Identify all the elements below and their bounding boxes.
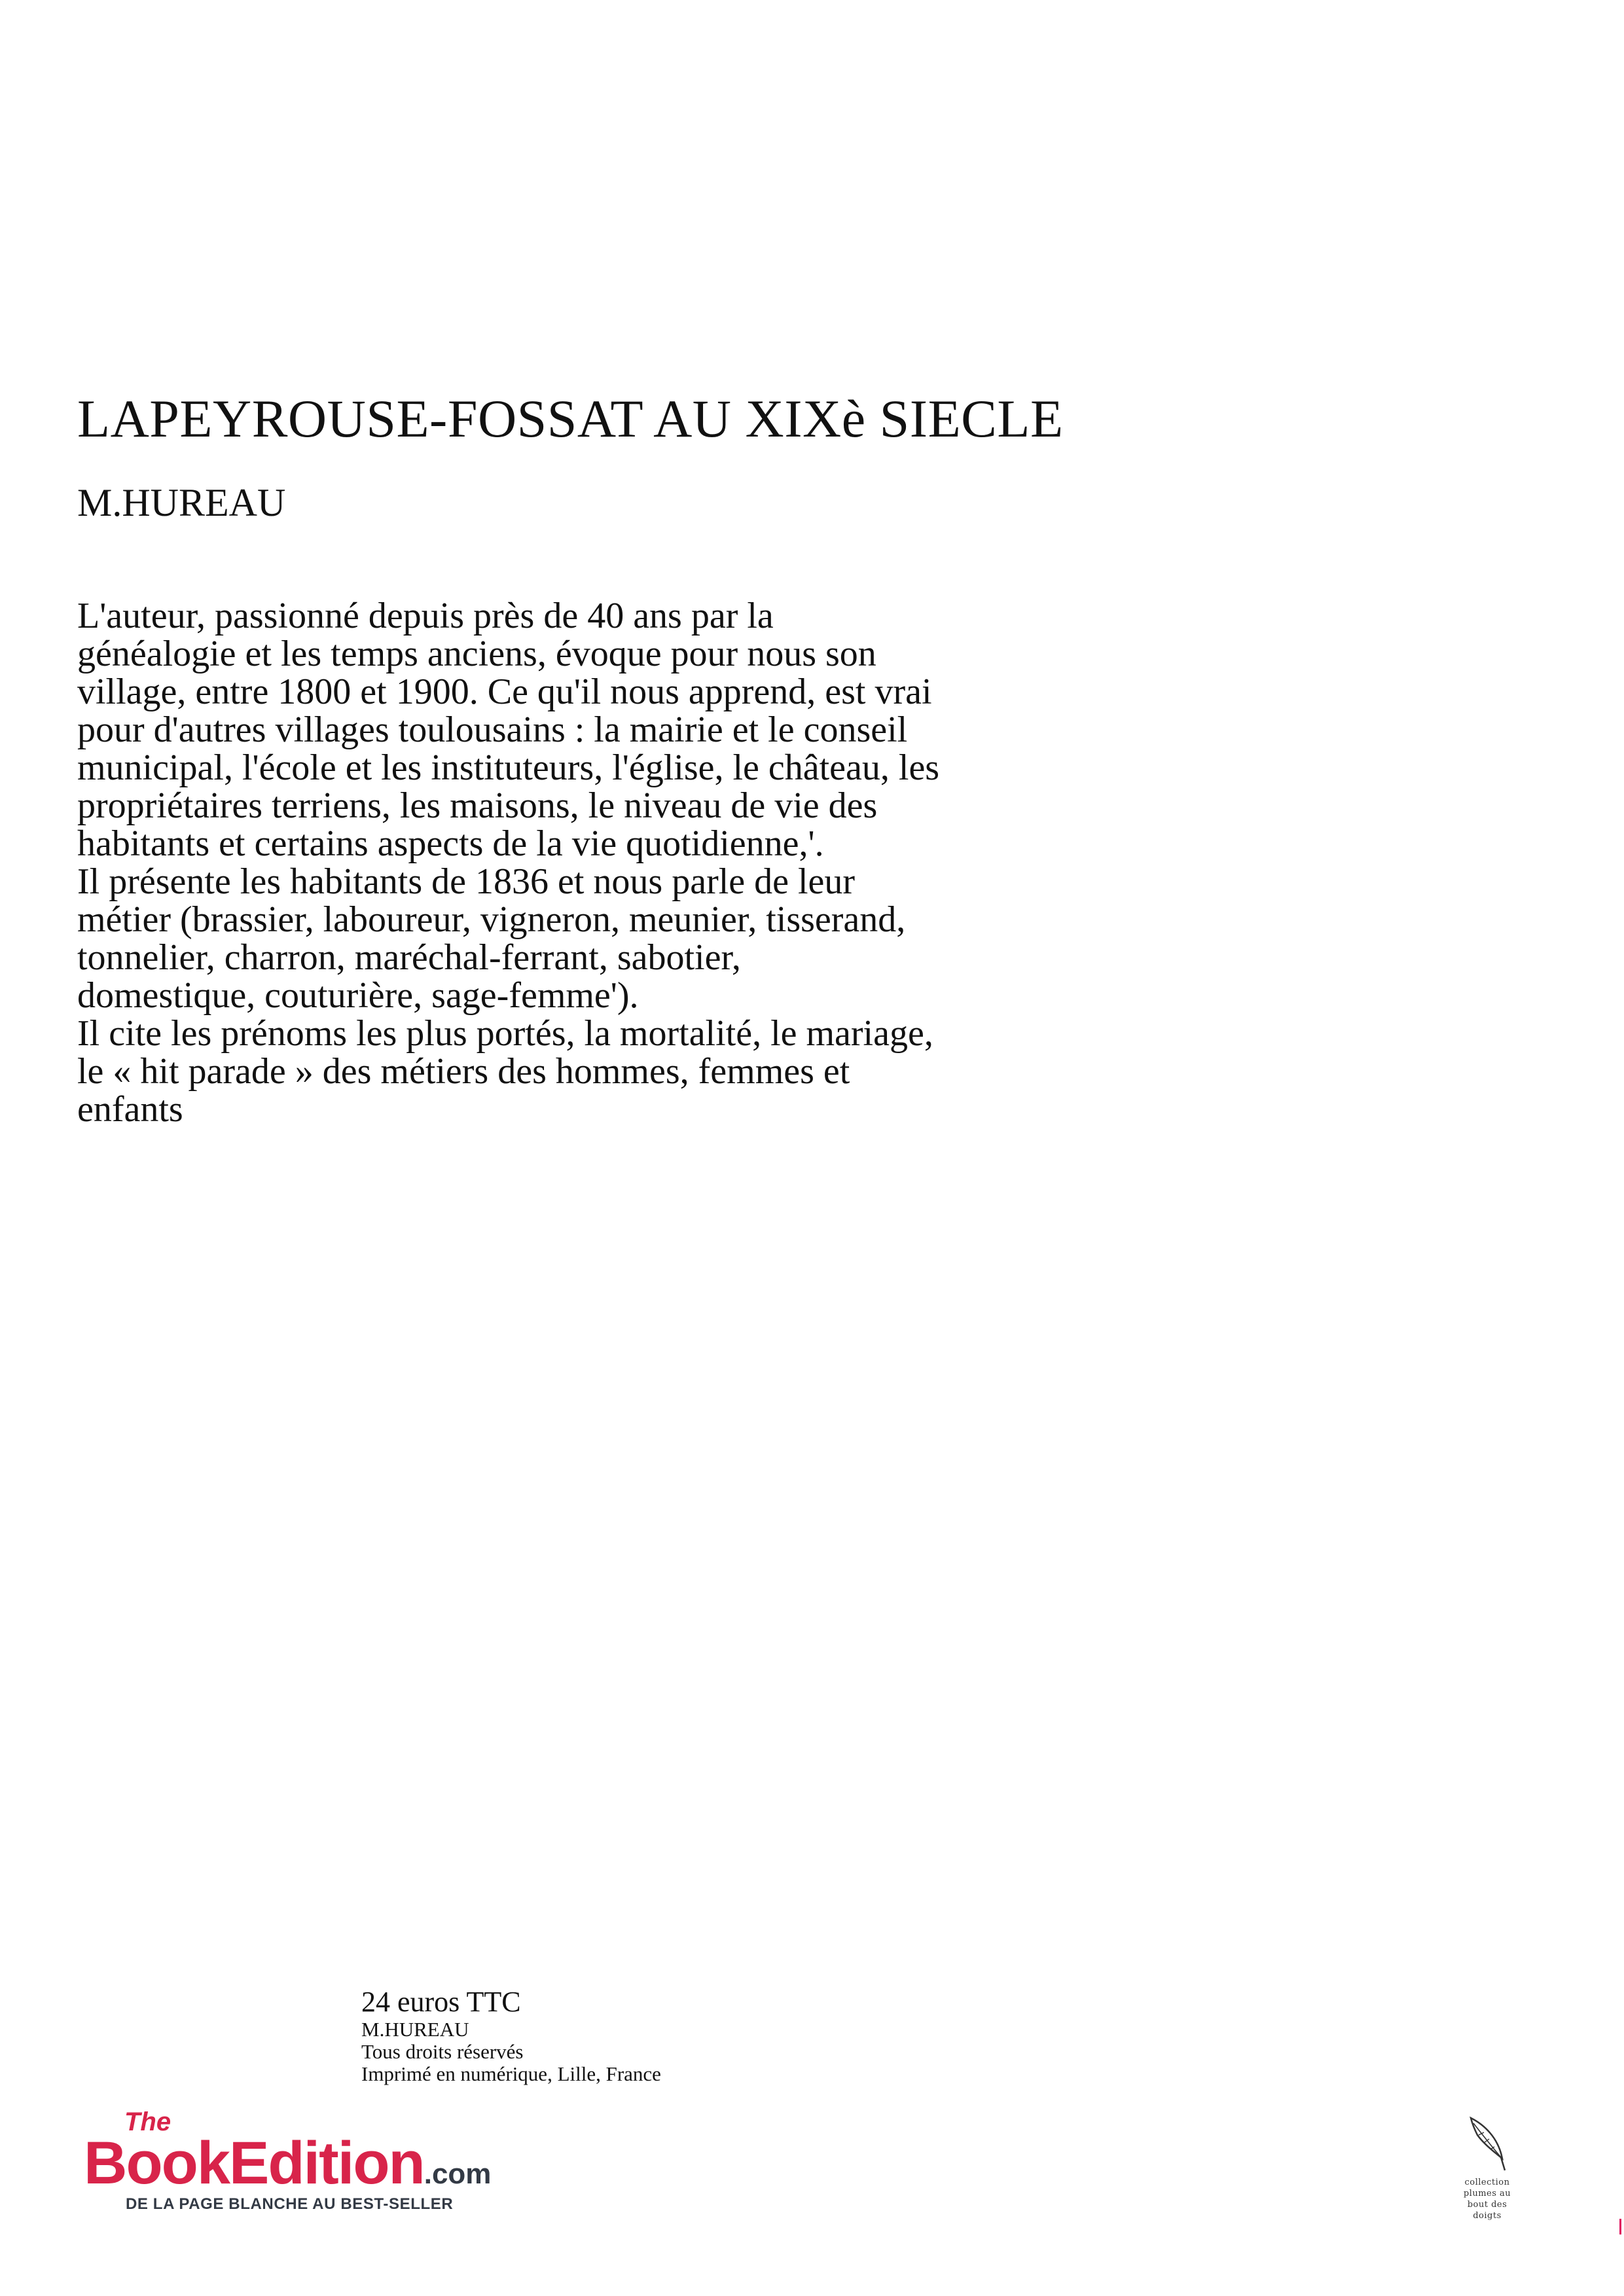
- logo-the: The: [124, 2108, 171, 2136]
- blurb-line: municipal, l'école et les instituteurs, l'église, le château, les: [77, 747, 940, 788]
- price-label: 24 euros TTC: [361, 1986, 521, 2018]
- blurb-line: généalogie et les temps anciens, évoque pour nous son: [77, 634, 876, 674]
- imprint-block: [361, 1986, 661, 2085]
- collection-line: bout des: [1467, 2200, 1507, 2210]
- blurb-line: propriétaires terriens, les maisons, le niveau de vie des: [77, 785, 878, 826]
- blurb-line: métier (brassier, laboureur, vigneron, meunier, tisserand,: [77, 899, 906, 940]
- blurb-line: le « hit parade » des métiers des hommes, femmes et: [77, 1051, 850, 1092]
- quill-icon: [1464, 2115, 1510, 2174]
- book-blurb: [77, 597, 1229, 1128]
- printing-notice: Imprimé en numérique, Lille, France: [361, 2062, 661, 2085]
- blurb-line: domestique, couturière, sage-femme').: [77, 975, 639, 1016]
- book-title: LAPEYROUSE-FOSSAT AU XIXè SIECLE: [77, 389, 1064, 448]
- publisher-logo: [84, 2108, 492, 2225]
- blurb-line: Il cite les prénoms les plus portés, la mortalité, le mariage,: [77, 1013, 933, 1054]
- edge-mark: [1619, 2219, 1621, 2234]
- logo-domain: .com: [424, 2158, 492, 2190]
- logo-tagline: DE LA PAGE BLANCHE AU BEST-SELLER: [126, 2195, 454, 2213]
- blurb-line: village, entre 1800 et 1900. Ce qu'il nous apprend, est vrai: [77, 672, 932, 712]
- rights-notice: Tous droits réservés: [361, 2040, 524, 2063]
- blurb-line: tonnelier, charron, maréchal-ferrant, sabotier,: [77, 937, 741, 978]
- book-author: M.HUREAU: [77, 481, 286, 524]
- blurb-line: enfants: [77, 1089, 183, 1130]
- collection-line: collection: [1464, 2178, 1510, 2187]
- collection-line: doigts: [1473, 2211, 1502, 2221]
- blurb-line: Il présente les habitants de 1836 et nous parle de leur: [77, 861, 856, 902]
- imprint-author: M.HUREAU: [361, 2018, 469, 2041]
- blurb-line: habitants et certains aspects de la vie quotidienne,'.: [77, 823, 824, 864]
- collection-line: plumes au: [1463, 2189, 1511, 2198]
- collection-mark: [1454, 2115, 1520, 2221]
- logo-name: BookEdition: [84, 2130, 424, 2197]
- blurb-line: pour d'autres villages toulousains : la mairie et le conseil: [77, 709, 908, 750]
- blurb-line: L'auteur, passionné depuis près de 40 ans par la: [77, 596, 774, 636]
- collection-label: [1454, 2177, 1520, 2221]
